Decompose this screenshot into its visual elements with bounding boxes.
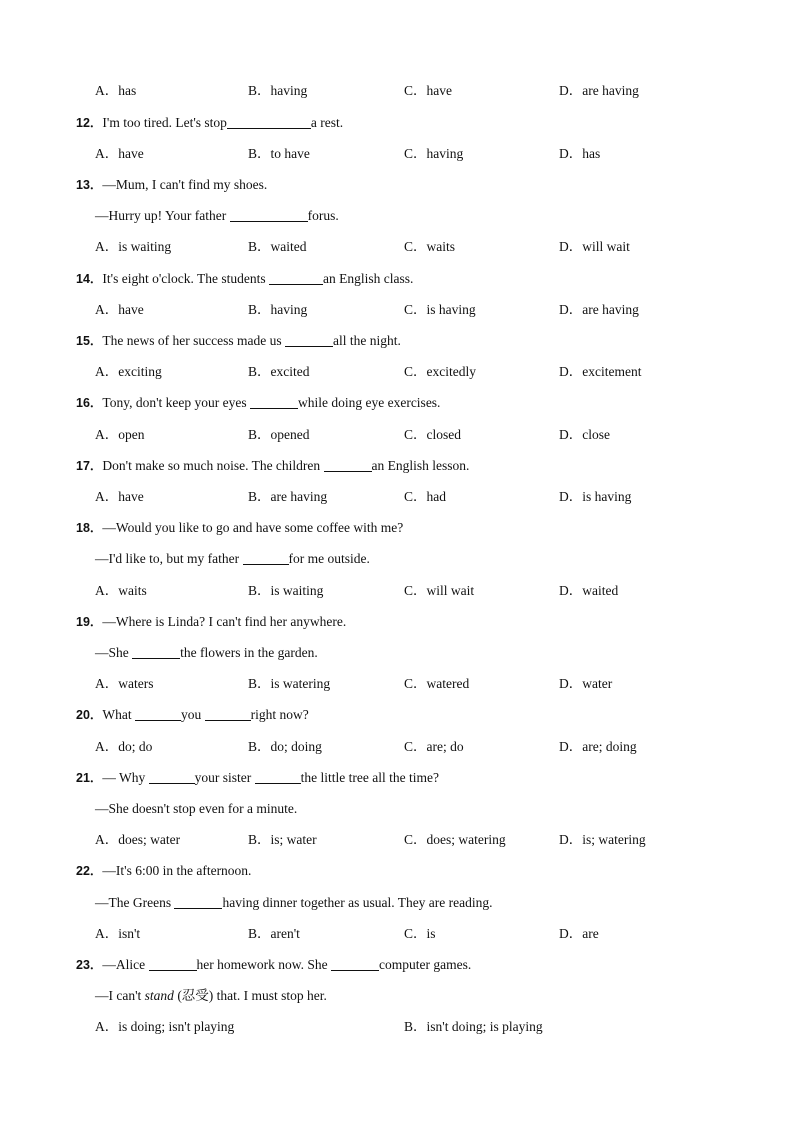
answer-options <box>0 237 794 257</box>
answer-option[interactable]: A．have <box>95 489 144 504</box>
question-text: your sister <box>194 770 255 785</box>
answer-option[interactable]: D．water <box>559 676 613 691</box>
answer-option[interactable]: B．opened <box>248 427 310 442</box>
question-stem <box>76 612 346 632</box>
question-number: 16． <box>76 396 103 410</box>
question-text: —Where is Linda? I can't find her anywhere. <box>102 614 347 629</box>
answer-option[interactable]: B．is watering <box>248 676 331 691</box>
question-number: 14． <box>76 272 103 286</box>
question-number: 17． <box>76 459 103 473</box>
question-stem <box>76 113 343 133</box>
answer-option[interactable]: A．have <box>95 146 144 161</box>
answer-option[interactable]: D．has <box>559 146 601 161</box>
question-text: while doing eye exercises. <box>297 395 441 410</box>
answer-option[interactable]: D．are; doing <box>559 739 637 754</box>
dialog-line <box>95 643 318 663</box>
answer-option[interactable]: C．are; do <box>404 739 464 754</box>
answer-options <box>0 737 794 757</box>
question-text: —I'd like to, but my father <box>95 551 243 566</box>
question-number: 12． <box>76 116 103 130</box>
dialog-line <box>95 799 297 819</box>
answer-option[interactable]: B．aren't <box>248 926 300 941</box>
answer-blank[interactable] <box>255 769 301 784</box>
question-text: a rest. <box>310 115 344 130</box>
dialog-line <box>95 893 493 913</box>
answer-options <box>0 581 794 601</box>
answer-blank[interactable] <box>149 769 195 784</box>
question-number: 13． <box>76 178 103 192</box>
answer-options <box>0 300 794 320</box>
answer-blank[interactable] <box>269 270 323 285</box>
question-text: computer games. <box>379 957 472 972</box>
answer-option[interactable]: B．isn't doing; is playing <box>404 1019 543 1034</box>
answer-options <box>0 1017 794 1037</box>
answer-options <box>0 144 794 164</box>
answer-blank[interactable] <box>250 394 298 409</box>
question-stem <box>76 518 403 538</box>
question-text: —The Greens <box>95 895 175 910</box>
answer-blank[interactable] <box>174 894 222 909</box>
question-text: —Would you like to go and have some coffee with me? <box>102 520 404 535</box>
answer-option[interactable]: C．had <box>404 489 446 504</box>
question-text: —Alice <box>102 957 149 972</box>
answer-option[interactable]: A．do; do <box>95 739 153 754</box>
question-stem <box>76 768 439 788</box>
answer-option[interactable]: A．isn't <box>95 926 141 941</box>
question-stem <box>76 269 413 289</box>
answer-option[interactable]: A．is waiting <box>95 239 172 254</box>
question-text: the flowers in the garden. <box>180 645 318 660</box>
question-number: 19． <box>76 615 103 629</box>
answer-options <box>0 924 794 944</box>
answer-option[interactable]: D．waited <box>559 583 619 598</box>
answer-options <box>0 830 794 850</box>
answer-option[interactable]: D．is; watering <box>559 832 646 847</box>
question-text: —She doesn't stop even for a minute. <box>95 801 298 816</box>
answer-option[interactable]: B．excited <box>248 364 310 379</box>
answer-options <box>0 425 794 445</box>
question-text: —Mum, I can't find my shoes. <box>102 177 268 192</box>
answer-blank[interactable] <box>227 114 311 129</box>
answer-option[interactable]: A．exciting <box>95 364 162 379</box>
answer-option[interactable]: A．has <box>95 83 137 98</box>
answer-option[interactable]: C．having <box>404 146 464 161</box>
answer-option[interactable]: D．are having <box>559 302 639 317</box>
answer-option[interactable]: C．have <box>404 83 452 98</box>
answer-option[interactable]: D．are having <box>559 83 639 98</box>
question-text: Tony, don't keep your eyes <box>102 395 250 410</box>
answer-option[interactable]: A．waits <box>95 583 147 598</box>
answer-option[interactable]: C．is having <box>404 302 476 317</box>
question-number: 21． <box>76 771 103 785</box>
dialog-line <box>95 986 327 1006</box>
answer-option[interactable]: C．does; watering <box>404 832 506 847</box>
answer-blank[interactable] <box>149 956 197 971</box>
dialog-line <box>95 549 370 569</box>
question-text: —I can't <box>95 988 145 1003</box>
question-text: The news of her success made us <box>102 333 285 348</box>
question-text: forus. <box>307 208 339 223</box>
answer-options <box>0 362 794 382</box>
question-text: for me outside. <box>288 551 370 566</box>
answer-option[interactable]: C．will wait <box>404 583 475 598</box>
answer-options <box>0 674 794 694</box>
answer-blank[interactable] <box>285 332 333 347</box>
answer-blank[interactable] <box>230 207 308 222</box>
answer-option[interactable]: A．have <box>95 302 144 317</box>
answer-blank[interactable] <box>331 956 379 971</box>
question-text: —She <box>95 645 133 660</box>
question-stem <box>76 861 251 881</box>
question-number: 15． <box>76 334 103 348</box>
answer-option[interactable]: A．does; water <box>95 832 181 847</box>
answer-option[interactable]: A．is doing; isn't playing <box>95 1019 235 1034</box>
answer-option[interactable]: D．excitement <box>559 364 642 379</box>
answer-option[interactable]: B．having <box>248 83 308 98</box>
answer-blank[interactable] <box>205 706 251 721</box>
answer-option[interactable]: A．waters <box>95 676 154 691</box>
question-text: Don't make so much noise. The children <box>102 458 324 473</box>
question-text: It's eight o'clock. The students <box>102 271 269 286</box>
answer-option[interactable]: C．watered <box>404 676 470 691</box>
question-stem <box>76 393 440 413</box>
answer-option[interactable]: D．close <box>559 427 610 442</box>
question-text: an English lesson. <box>371 458 470 473</box>
answer-option[interactable]: D．is having <box>559 489 632 504</box>
answer-blank[interactable] <box>243 550 289 565</box>
question-number: 20． <box>76 708 103 722</box>
answer-option[interactable]: B．waited <box>248 239 307 254</box>
answer-blank[interactable] <box>324 457 372 472</box>
question-text: all the night. <box>332 333 401 348</box>
answer-option[interactable]: D．are <box>559 926 599 941</box>
answer-option[interactable]: B．is; water <box>248 832 317 847</box>
answer-option[interactable]: B．to have <box>248 146 310 161</box>
answer-option[interactable]: B．are having <box>248 489 328 504</box>
answer-option[interactable]: D．will wait <box>559 239 630 254</box>
answer-option[interactable]: C．is <box>404 926 436 941</box>
question-number: 23． <box>76 958 103 972</box>
answer-option[interactable]: C．excitedly <box>404 364 476 379</box>
dialog-line <box>95 206 339 226</box>
question-stem <box>76 175 267 195</box>
answer-options <box>0 81 794 101</box>
question-text: the little tree all the time? <box>300 770 439 785</box>
question-text: having dinner together as usual. They are reading. <box>222 895 493 910</box>
question-text: you <box>181 707 205 722</box>
question-text: —Hurry up! Your father <box>95 208 230 223</box>
question-stem <box>76 705 309 725</box>
question-text: What <box>102 707 136 722</box>
answer-blank[interactable] <box>135 706 181 721</box>
answer-option[interactable]: C．waits <box>404 239 456 254</box>
answer-option[interactable]: B．having <box>248 302 308 317</box>
question-text: I'm too tired. Let's stop <box>102 115 227 130</box>
question-stem <box>76 955 471 975</box>
question-text: — Why <box>102 770 149 785</box>
answer-option[interactable]: A．open <box>95 427 145 442</box>
answer-option[interactable]: B．do; doing <box>248 739 322 754</box>
question-stem <box>76 456 469 476</box>
answer-option[interactable]: B．is waiting <box>248 583 324 598</box>
question-stem <box>76 331 401 351</box>
answer-blank[interactable] <box>132 644 180 659</box>
question-text: (忍受) that. I must stop her. <box>173 988 327 1003</box>
question-text: an English class. <box>323 271 414 286</box>
question-number: 18． <box>76 521 103 535</box>
answer-option[interactable]: C．closed <box>404 427 461 442</box>
question-text: stand <box>144 988 174 1003</box>
question-text: —It's 6:00 in the afternoon. <box>102 863 252 878</box>
answer-options <box>0 487 794 507</box>
question-text: right now? <box>250 707 309 722</box>
question-text: her homework now. She <box>196 957 332 972</box>
question-number: 22． <box>76 864 103 878</box>
